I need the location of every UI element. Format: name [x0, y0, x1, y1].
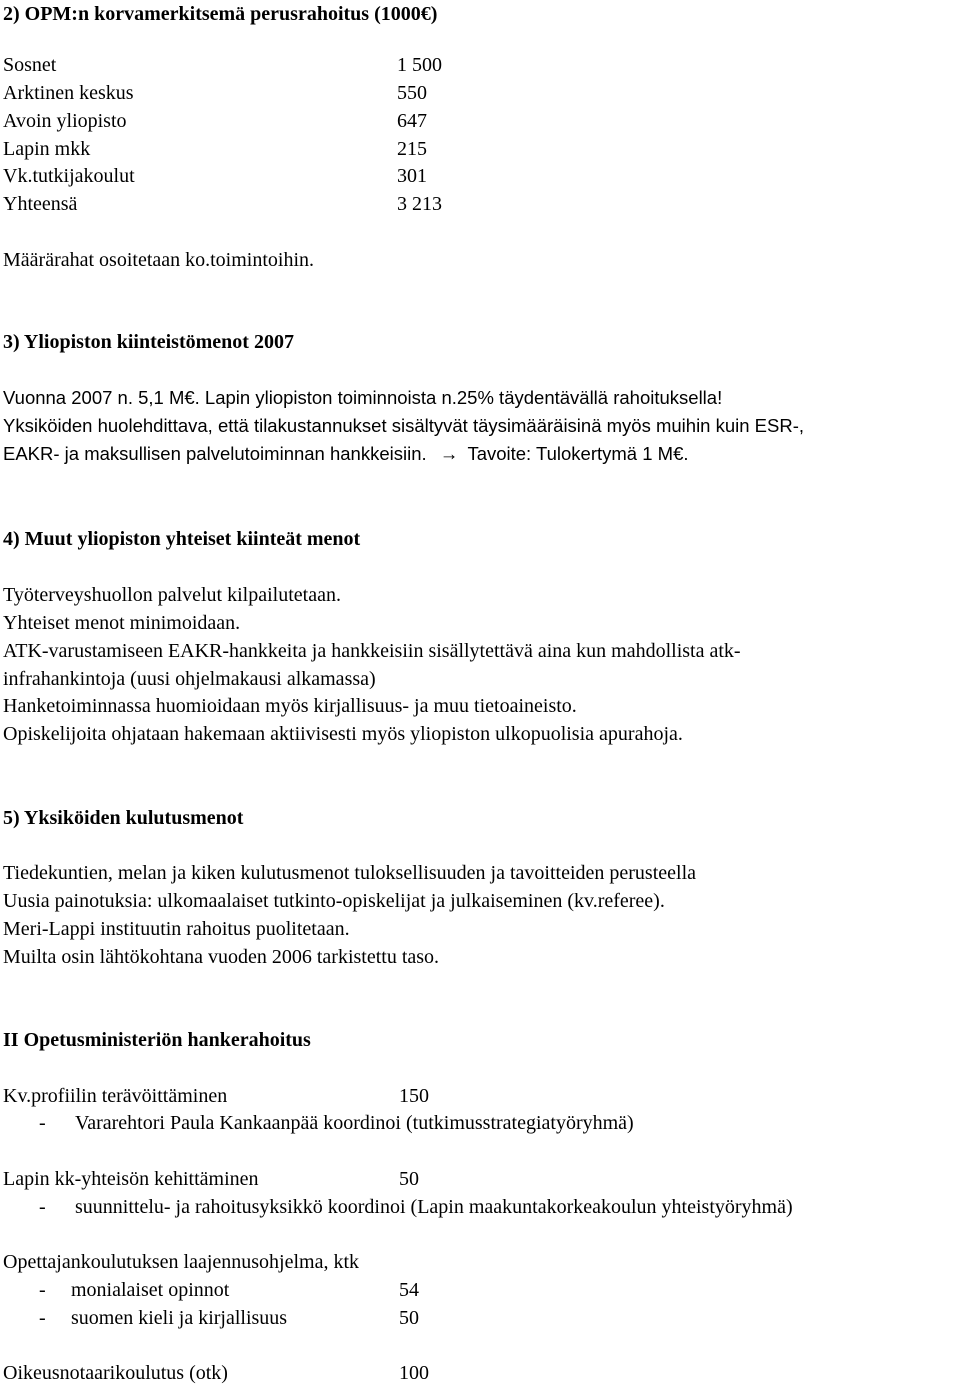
section-4-line: infrahankintoja (uusi ohjelmakausi alkamassa)	[3, 668, 376, 690]
section-2-heading: 2) OPM:n korvamerkitsemä perusrahoitus (1000€)	[3, 3, 438, 25]
dash-bullet: -	[39, 1307, 46, 1329]
funding-row-label: Avoin yliopisto	[3, 110, 127, 132]
project-sub-label: monialaiset opinnot	[71, 1279, 230, 1301]
section-2-note: Määrärahat osoitetaan ko.toimintoihin.	[3, 249, 315, 271]
project-value: 50	[399, 1168, 419, 1190]
project-label: Opettajankoulutuksen laajennusohjelma, ktk	[3, 1251, 360, 1273]
funding-row-label: Vk.tutkijakoulut	[3, 165, 135, 187]
funding-row-label: Sosnet	[3, 54, 57, 76]
section-4-line: Yhteiset menot minimoidaan.	[3, 612, 241, 634]
section-4-line: ATK-varustamiseen EAKR-hankkeita ja hankkeisiin sisällytettävä aina kun mahdollista atk-	[3, 640, 741, 662]
section-5-heading: 5) Yksiköiden kulutusmenot	[3, 807, 244, 829]
section-4-line: Työterveyshuollon palvelut kilpailutetaan.	[3, 584, 341, 606]
arrow-icon: →	[439, 443, 459, 464]
section-4-heading: 4) Muut yliopiston yhteiset kiinteät menot	[3, 528, 361, 550]
project-value: 150	[399, 1085, 429, 1107]
section-3-paragraph-line: Vuonna 2007 n. 5,1 M€. Lapin yliopiston toiminnoista n.25% täydentävällä rahoituksella!	[3, 387, 723, 408]
section-4-line: Opiskelijoita ohjataan hakemaan aktiivisesti myös yliopiston ulkopuolisia apurahoja.	[3, 723, 683, 745]
project-sub-line: suunnittelu- ja rahoitusyksikkö koordinoi (Lapin maakuntakorkeakoulun yhteistyöryhmä)	[75, 1196, 793, 1218]
funding-row-value: 550	[397, 82, 427, 104]
project-sub-value: 54	[399, 1279, 419, 1301]
section-3-paragraph-line: Yksiköiden huolehdittava, että tilakustannukset sisältyvät täysimääräisinä myös muihin kuin ESR-,	[3, 415, 805, 436]
section-3-heading: 3) Yliopiston kiinteistömenot 2007	[3, 331, 294, 353]
section-5-line: Uusia painotuksia: ulkomaalaiset tutkinto-opiskelijat ja julkaiseminen (kv.referee).	[3, 890, 665, 912]
funding-row-value: 215	[397, 138, 427, 160]
section-3-target: Tavoite: Tulokertymä 1 M€.	[467, 443, 689, 464]
project-value: 100	[399, 1362, 429, 1384]
section-3-text: EAKR- ja maksullisen palvelutoiminnan hankkeisiin.	[3, 443, 427, 464]
funding-row-label: Arktinen keskus	[3, 82, 134, 104]
dash-bullet: -	[39, 1196, 46, 1218]
section-4-line: Hanketoiminnassa huomioidaan myös kirjallisuus- ja muu tietoaineisto.	[3, 695, 577, 717]
project-sub-label: suomen kieli ja kirjallisuus	[71, 1307, 288, 1329]
project-sub-value: 50	[399, 1307, 419, 1329]
dash-bullet: -	[39, 1112, 46, 1134]
funding-row-value: 1 500	[397, 54, 442, 76]
funding-row-label: Lapin mkk	[3, 138, 91, 160]
project-label: Oikeusnotaarikoulutus (otk)	[3, 1362, 228, 1384]
section-5-line: Muilta osin lähtökohtana vuoden 2006 tarkistettu taso.	[3, 946, 440, 968]
project-label: Kv.profiilin terävöittäminen	[3, 1085, 228, 1107]
project-label: Lapin kk-yhteisön kehittäminen	[3, 1168, 259, 1190]
section-3-paragraph-line	[3, 440, 689, 468]
funding-row-value: 647	[397, 110, 427, 132]
funding-total-value: 3 213	[397, 193, 442, 215]
funding-row-value: 301	[397, 165, 427, 187]
section-ii-heading: II Opetusministeriön hankerahoitus	[3, 1029, 311, 1051]
dash-bullet: -	[39, 1279, 46, 1301]
section-5-line: Meri-Lappi instituutin rahoitus puolitetaan.	[3, 918, 350, 940]
project-sub-line: Vararehtori Paula Kankaanpää koordinoi (tutkimusstrategiatyöryhmä)	[75, 1112, 634, 1134]
funding-total-label: Yhteensä	[3, 193, 78, 215]
section-5-line: Tiedekuntien, melan ja kiken kulutusmenot tuloksellisuuden ja tavoitteiden perusteella	[3, 862, 697, 884]
